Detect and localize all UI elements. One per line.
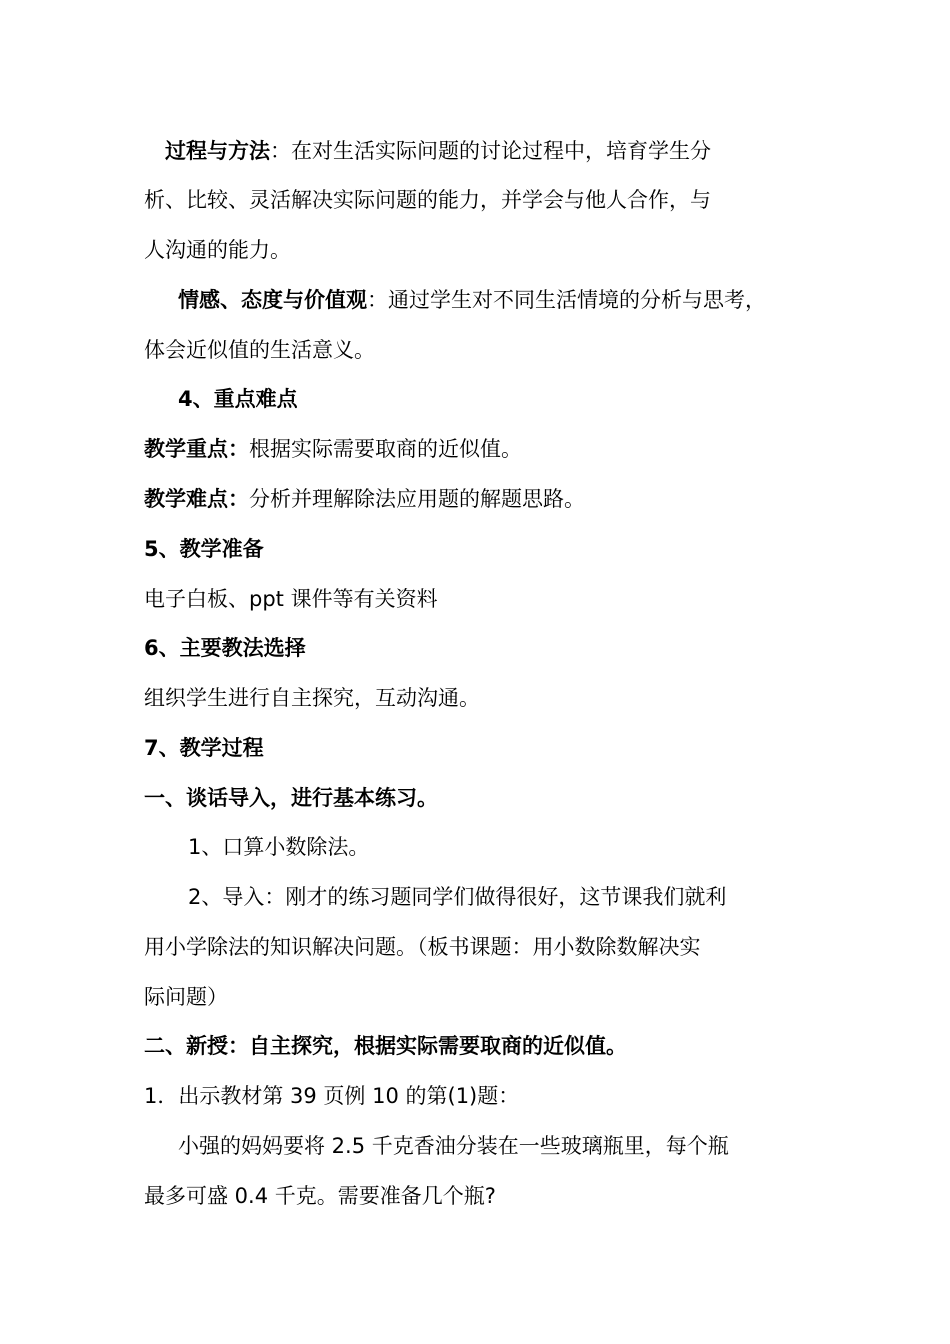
teaching-difficult-point: [144, 484, 585, 514]
section-heading-preparation: 5、教学准备: [144, 537, 264, 561]
section-heading-key-difficult: 4、重点难点: [178, 387, 298, 411]
teaching-key-point: [144, 434, 522, 464]
method-text: 组织学生进行自主探究，互动沟通。: [144, 686, 480, 710]
teaching-key-text: 根据实际需要取商的近似值。: [249, 437, 522, 461]
teaching-difficult-label: 教学难点：: [144, 487, 249, 511]
section-heading-process: 7、教学过程: [144, 736, 264, 760]
example-line-2: 最多可盛 0.4 千克。需要准备几个瓶?: [144, 1184, 496, 1208]
example-line-1: 小强的妈妈要将 2.5 千克香油分装在一些玻璃瓶里，每个瓶: [178, 1134, 729, 1158]
process-method-label: 过程与方法: [165, 139, 270, 163]
emotion-attitude-label: 情感、态度与价值观: [178, 288, 367, 312]
part-two-heading: 二、新授：自主探究，根据实际需要取商的近似值。: [144, 1034, 627, 1058]
preparation-text: 电子白板、ppt 课件等有关资料: [144, 587, 438, 611]
process-method-line-1: [165, 136, 711, 166]
teaching-key-label: 教学重点：: [144, 437, 249, 461]
process-item-2-line-3: 际问题）: [144, 985, 228, 1009]
process-item-2-line-2: 用小学除法的知识解决问题。（板书课题：用小数除数解决实: [144, 935, 701, 959]
emotion-attitude-line-1: [178, 285, 766, 315]
section-heading-method: 6、主要教法选择: [144, 636, 306, 660]
example-intro: 1．出示教材第 39 页例 10 的第(1)题：: [144, 1084, 520, 1108]
process-item-1: 1、口算小数除法。: [188, 835, 370, 859]
process-item-2-line-1: 2、导入：刚才的练习题同学们做得很好，这节课我们就利: [188, 885, 727, 909]
emotion-attitude-line-2: 体会近似值的生活意义。: [144, 338, 375, 362]
process-method-line-3: 人沟通的能力。: [144, 238, 291, 262]
process-method-line-2: 析、比较、灵活解决实际问题的能力，并学会与他人合作，与: [144, 188, 711, 212]
part-one-heading: 一、谈话导入，进行基本练习。: [144, 786, 438, 810]
emotion-attitude-text-1: ：通过学生对不同生活情境的分析与思考，: [367, 288, 766, 312]
process-method-text-1: ：在对生活实际问题的讨论过程中，培育学生分: [270, 139, 711, 163]
teaching-difficult-text: 分析并理解除法应用题的解题思路。: [249, 487, 585, 511]
